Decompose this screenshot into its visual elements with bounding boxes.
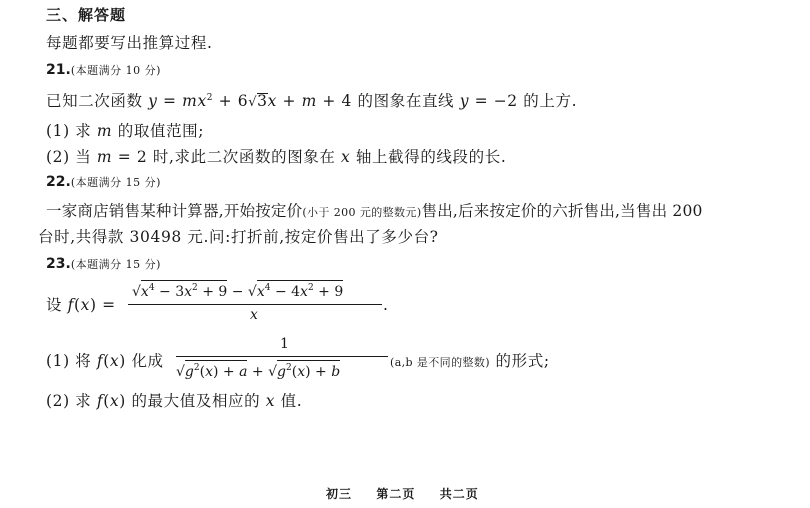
q23-target-fraction — [176, 336, 390, 382]
q21-part2-mid: 时,求此二次函数的图象在 — [152, 148, 336, 166]
q22-line2: 台时,共得款 30498 元.问:打折前,按定价售出了多少台? — [38, 228, 439, 246]
q23-let-label: 设 — [46, 296, 63, 314]
q23-definition-bar — [128, 304, 382, 305]
q22-line1-b: 售出,后来按定价的六折售出,当售出 200 — [421, 202, 703, 220]
q21-part1 — [46, 119, 204, 141]
q21-header — [46, 59, 161, 78]
q22-number: 22. — [46, 174, 71, 190]
q23-part2-var-x: x — [265, 392, 276, 410]
q21-part2-prefix: (2) 当 — [46, 148, 92, 166]
q23-header — [46, 253, 161, 272]
page-footer — [326, 485, 479, 502]
footer-total: 共二页 — [439, 487, 479, 501]
q21-stem — [46, 89, 577, 111]
q21-var-x: x — [341, 148, 351, 166]
q21-part1-prefix: (1) 求 — [46, 122, 92, 140]
q22-header — [46, 171, 161, 190]
q21-var-m: m — [96, 122, 113, 140]
q23-fx: f(x) = — [67, 296, 116, 314]
q23-part1-tail — [390, 349, 550, 371]
q23-part1-suffix: 的形式; — [495, 352, 550, 370]
q21-part2 — [46, 145, 506, 167]
q23-part1-note: (a,b 是不同的整数) — [390, 356, 490, 369]
q21-part2-suffix: 轴上截得的线段的长. — [355, 148, 507, 166]
q23-points: (本题满分 15 分) — [70, 258, 161, 271]
q21-line-formula: y = −2 — [459, 92, 518, 110]
q23-part2-suffix: 值. — [280, 392, 303, 410]
q21-stem-suffix: 的上方. — [523, 92, 578, 110]
q21-number: 21. — [46, 62, 71, 78]
q23-definition-fraction — [128, 280, 386, 326]
q23-part2 — [46, 389, 302, 411]
q23-part2-prefix: (2) 求 — [46, 392, 92, 410]
footer-page: 第二页 — [376, 487, 416, 501]
footer-grade: 初三 — [326, 487, 353, 501]
section-title: 三、解答题 — [46, 6, 127, 24]
q21-points: (本题满分 10 分) — [70, 64, 161, 77]
q22-points: (本题满分 15 分) — [70, 176, 161, 189]
q21-stem-mid: 的图象在直线 — [357, 92, 455, 110]
q23-definition-period: . — [383, 296, 389, 314]
q21-m-equals-2: m = 2 — [96, 148, 148, 166]
q21-stem-prefix: 已知二次函数 — [46, 92, 143, 110]
q23-part2-fx: f(x) — [96, 392, 126, 410]
q23-part1-mid: 化成 — [131, 352, 164, 370]
q23-target-bar — [176, 356, 388, 357]
q23-target-numerator: 1 — [280, 336, 289, 352]
q23-definition-denominator: x — [250, 307, 258, 323]
q23-part1-fx: f(x) — [96, 352, 126, 370]
section-instruction: 每题都要写出推算过程. — [46, 34, 213, 52]
q23-part1-prefix: (1) 将 — [46, 352, 92, 370]
q23-definition-numerator: $√x^4 - 3x^2 + 9 - √x^4 - 4x^2 + 9$ — [132, 280, 343, 300]
q22-line1-note: (小于 200 元的整数元) — [302, 206, 422, 219]
q22-line1-a: 一家商店销售某种计算器,开始按定价 — [46, 202, 303, 220]
q23-target-denominator: $√g^2(x) + a + √g^2(x) + b$ — [176, 360, 340, 380]
q23-definition-lead — [46, 293, 116, 315]
q23-part1-lead — [46, 349, 164, 371]
q23-part2-mid: 的最大值及相应的 — [131, 392, 261, 410]
q21-part1-suffix: 的取值范围; — [117, 122, 205, 140]
q21-quadratic-formula: $y = mx^2 + 6√3x + m + 4$ — [148, 92, 353, 110]
q23-number: 23. — [46, 256, 71, 272]
q22-line1 — [46, 199, 703, 221]
